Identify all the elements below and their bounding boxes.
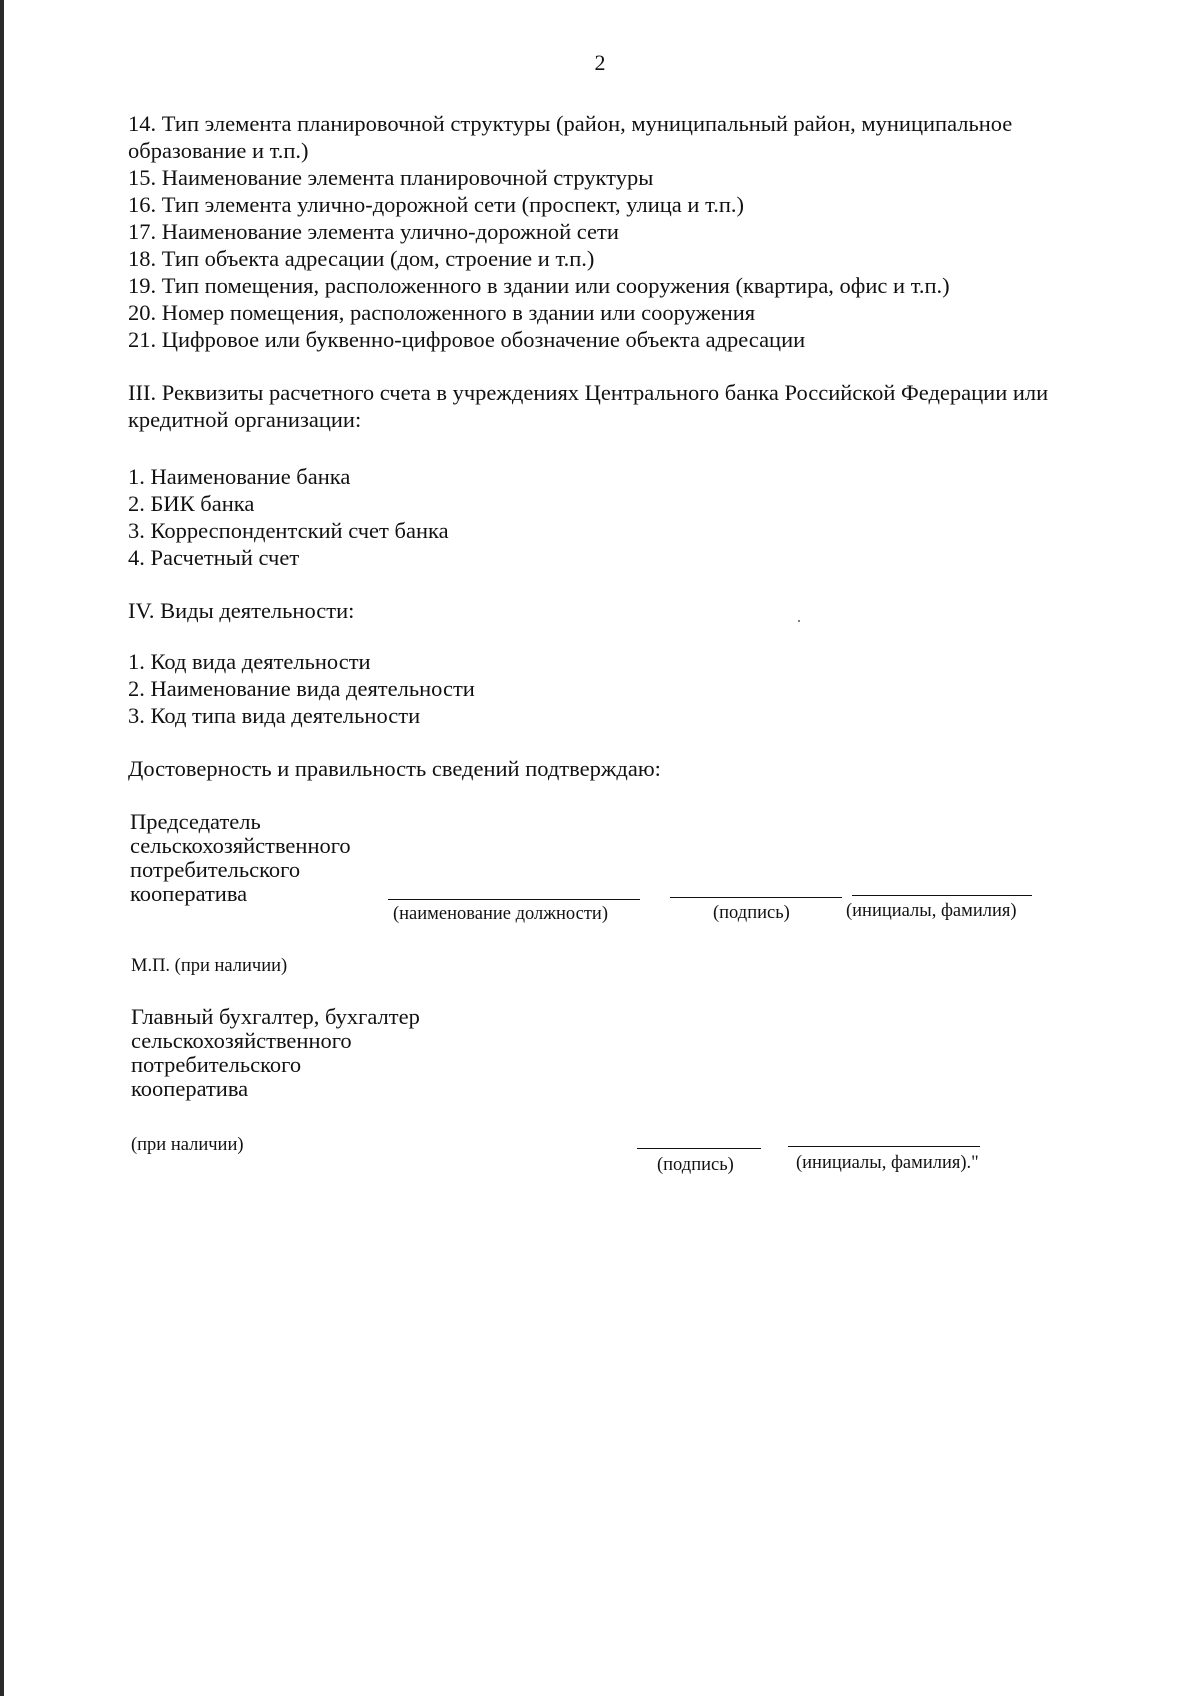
bank-item: 4. Расчетный счет (128, 545, 300, 570)
page-number: 2 (594, 50, 606, 75)
address-item: 16. Тип элемента улично-дорожной сети (проспект, улица и т.п.) (128, 192, 745, 217)
scan-edge (0, 0, 4, 1696)
chairman-title (130, 810, 351, 906)
accountant-signature-line (637, 1148, 761, 1149)
stamp-note: М.П. (при наличии) (131, 956, 288, 976)
section-3-heading: III. Реквизиты расчетного счета в учреждениях Центрального банка Российской Федерации или кредитной организации: (128, 380, 1049, 432)
accountant-title-line: сельскохозяйственного (131, 1028, 352, 1053)
signature-line (670, 897, 842, 898)
accountant-title-line: Главный бухгалтер, бухгалтер (131, 1004, 420, 1029)
name-caption: (инициалы, фамилия) (846, 901, 1017, 921)
bank-item: 3. Корреспондентский счет банка (128, 518, 449, 543)
accountant-title (131, 1005, 420, 1101)
accountant-name-line (788, 1146, 980, 1147)
accountant-signature-caption: (подпись) (657, 1155, 734, 1175)
name-line (852, 895, 1032, 896)
accountant-name-caption: (инициалы, фамилия)." (796, 1153, 979, 1173)
address-item: 15. Наименование элемента планировочной структуры (128, 165, 654, 190)
signature-caption: (подпись) (713, 903, 790, 923)
address-item: 14. Тип элемента планировочной структуры (район, муниципальный район, муниципальное образование и т.п.) (128, 111, 1013, 163)
confirmation-statement: Достоверность и правильность сведений подтверждаю: (128, 756, 661, 781)
address-item: 20. Номер помещения, расположенного в здании или сооружения (128, 300, 756, 325)
position-caption: (наименование должности) (393, 904, 608, 924)
activity-item: 1. Код вида деятельности (128, 649, 371, 674)
address-item: 18. Тип объекта адресации (дом, строение и т.п.) (128, 246, 595, 271)
activity-item: 2. Наименование вида деятельности (128, 676, 475, 701)
activity-item: 3. Код типа вида деятельности (128, 703, 421, 728)
document-body (128, 110, 1088, 782)
address-item: 19. Тип помещения, расположенного в здании или сооружения (квартира, офис и т.п.) (128, 273, 950, 298)
bank-item: 1. Наименование банка (128, 464, 351, 489)
chairman-title-line: кооператива (130, 881, 248, 906)
accountant-title-line: кооператива (131, 1076, 249, 1101)
accountant-note: (при наличии) (131, 1135, 244, 1155)
position-line (388, 899, 640, 900)
address-item: 17. Наименование элемента улично-дорожной сети (128, 219, 619, 244)
chairman-title-line: Председатель (130, 809, 261, 834)
address-item: 21. Цифровое или буквенно-цифровое обозначение объекта адресации (128, 327, 806, 352)
scan-speck (798, 620, 800, 622)
section-4-heading: IV. Виды деятельности: (128, 598, 355, 623)
bank-item: 2. БИК банка (128, 491, 255, 516)
accountant-title-line: потребительского (131, 1052, 302, 1077)
chairman-title-line: потребительского (130, 857, 301, 882)
chairman-title-line: сельскохозяйственного (130, 833, 351, 858)
